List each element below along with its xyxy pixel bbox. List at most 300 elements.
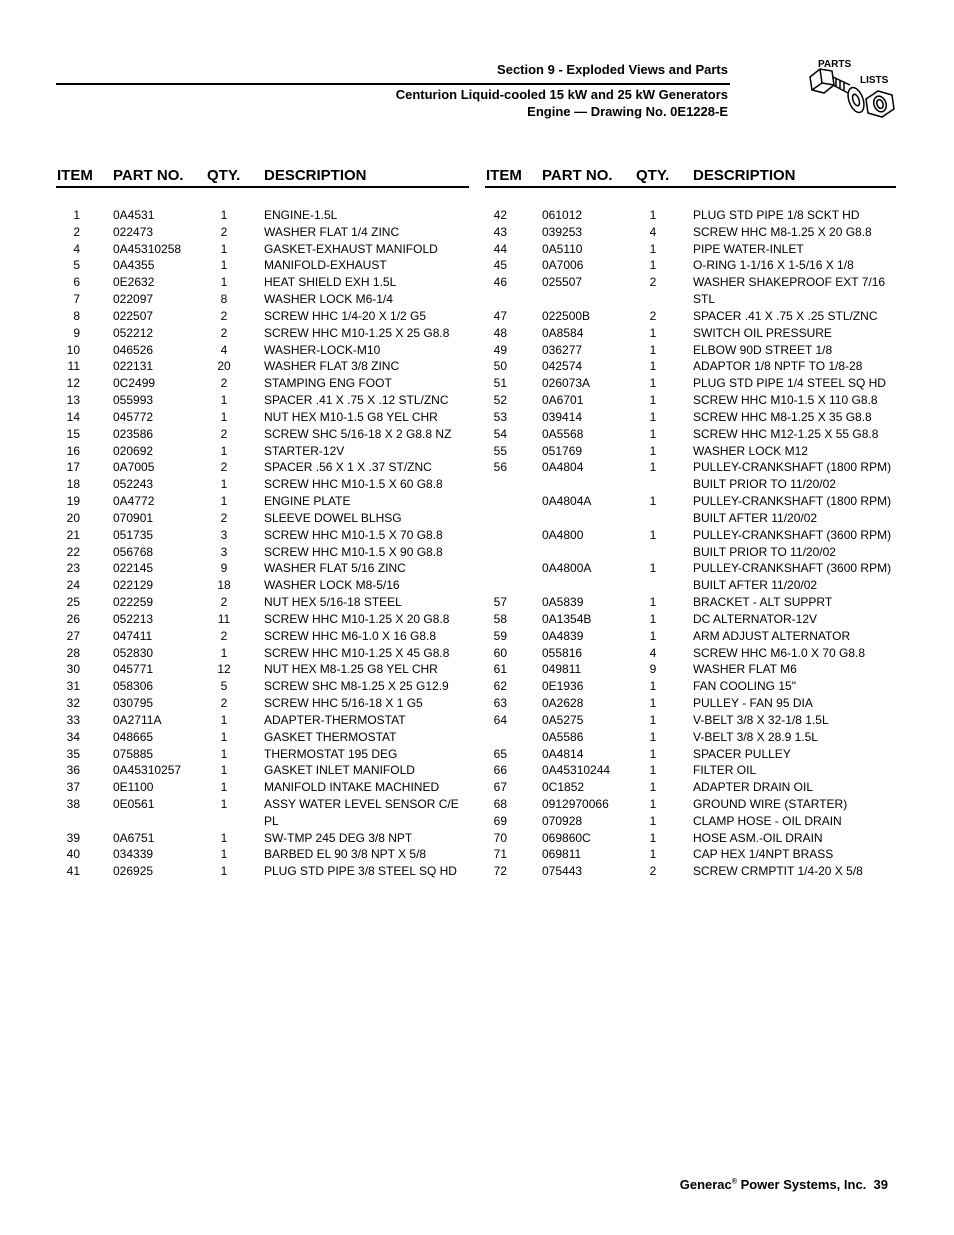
table-row	[56, 863, 469, 880]
quantity: 1	[220, 780, 228, 795]
item-number: 48	[493, 325, 507, 340]
quantity: 1	[649, 342, 657, 357]
description: GASKET INLET MANIFOLD	[264, 763, 415, 778]
quantity: 1	[649, 712, 657, 727]
part-number: 070928	[542, 813, 583, 828]
quantity: 1	[649, 443, 657, 458]
item-number: 35	[66, 746, 80, 761]
quantity: 1	[220, 847, 228, 862]
table-row	[485, 241, 896, 258]
part-number: 0A5568	[542, 426, 584, 441]
quantity: 9	[649, 662, 657, 677]
table-row	[485, 342, 896, 359]
item-number: 31	[66, 679, 80, 694]
part-number: 052212	[113, 325, 154, 340]
quantity: 1	[220, 477, 228, 492]
item-number: 14	[66, 409, 80, 424]
quantity: 2	[220, 595, 228, 610]
quantity: 1	[649, 359, 657, 374]
part-number: 0A4772	[113, 494, 155, 509]
description: GASKET-EXHAUST MANIFOLD	[264, 241, 438, 256]
drawing-title: Engine — Drawing No. 0E1228-E	[527, 104, 728, 119]
description: SCREW HHC M10-1.25 X 25 G8.8	[264, 325, 450, 340]
column-header-item: ITEM	[57, 167, 93, 184]
table-row	[485, 308, 896, 325]
item-number: 47	[493, 308, 507, 323]
part-number: 061012	[542, 208, 583, 222]
quantity: 2	[649, 308, 657, 323]
description: V-BELT 3/8 X 28.9 1.5L	[693, 729, 818, 744]
table-row	[485, 762, 896, 779]
description: WASHER LOCK M6-1/4	[264, 292, 393, 307]
description: STAMPING ENG FOOT	[264, 376, 392, 391]
table-row	[56, 241, 469, 258]
logo-text-parts: PARTS	[818, 59, 852, 70]
table-row	[485, 527, 896, 544]
description: PULLEY-CRANKSHAFT (1800 RPM)	[693, 460, 892, 475]
item-number: 18	[66, 477, 80, 492]
quantity: 1	[649, 527, 657, 542]
description: THERMOSTAT 195 DEG	[264, 746, 398, 761]
quantity: 1	[220, 645, 228, 660]
description: SPACER .56 X 1 X .37 ST/ZNC	[264, 460, 432, 475]
table-row	[56, 628, 469, 645]
quantity: 1	[649, 763, 657, 778]
table-row	[485, 830, 896, 847]
part-number: 0A7006	[542, 258, 584, 273]
description: BUILT AFTER 11/20/02	[693, 578, 818, 593]
description: SCREW HHC M10-1.5 X 110 G8.8	[693, 393, 878, 408]
table-row	[485, 426, 896, 443]
description: HOSE ASM.-OIL DRAIN	[693, 830, 823, 845]
item-number: 39	[66, 830, 80, 845]
table-row	[56, 594, 469, 611]
page-footer	[680, 1177, 888, 1192]
description: V-BELT 3/8 X 32-1/8 1.5L	[693, 712, 829, 727]
description: FAN COOLING 15"	[693, 679, 796, 694]
item-number: 46	[493, 275, 507, 290]
description: ADAPTER DRAIN OIL	[693, 780, 814, 795]
part-number: 0A45310244	[542, 763, 611, 778]
item-number: 63	[493, 696, 507, 711]
part-number: 052213	[113, 611, 154, 626]
part-number: 0A4800A	[542, 561, 592, 576]
part-number: 0C1852	[542, 780, 585, 795]
description: SCREW HHC M10-1.5 X 90 G8.8	[264, 544, 443, 559]
item-number: 23	[66, 561, 80, 576]
quantity: 5	[220, 679, 228, 694]
table-row	[485, 746, 896, 763]
table-row	[485, 577, 896, 594]
table-row	[485, 510, 896, 527]
table-row	[56, 661, 469, 678]
part-number: 051769	[542, 443, 583, 458]
description: MANIFOLD-EXHAUST	[264, 258, 387, 273]
quantity: 1	[220, 864, 228, 879]
part-number: 0A4355	[113, 258, 155, 273]
part-number: 0A6751	[113, 830, 155, 845]
quantity: 1	[220, 409, 228, 424]
parts-table-right	[485, 166, 896, 880]
description: ELBOW 90D STREET 1/8	[693, 342, 833, 357]
part-number: 048665	[113, 729, 154, 744]
table-row	[485, 560, 896, 577]
table-row	[56, 544, 469, 561]
description: PL	[264, 813, 279, 828]
table-row	[56, 729, 469, 746]
item-number: 8	[73, 308, 80, 323]
column-header-qty: QTY.	[207, 167, 241, 184]
document-title: Centurion Liquid-cooled 15 kW and 25 kW Generators	[395, 87, 728, 102]
table-body	[56, 207, 469, 880]
item-number: 53	[493, 409, 507, 424]
description: PLUG STD PIPE 3/8 STEEL SQ HD	[264, 864, 457, 879]
column-header-part-no: PART NO.	[542, 167, 613, 184]
description: SCREW CRMPTIT 1/4-20 X 5/8	[693, 864, 863, 879]
column-header-part-no: PART NO.	[113, 167, 184, 184]
part-number: 0E2632	[113, 275, 155, 290]
quantity: 1	[649, 595, 657, 610]
table-body	[485, 207, 896, 880]
part-number: 0A4531	[113, 208, 155, 222]
part-number: 0A4804	[542, 460, 584, 475]
description: CAP HEX 1/4NPT BRASS	[693, 847, 834, 862]
part-number: 026073A	[542, 376, 591, 391]
item-number: 2	[73, 224, 80, 239]
table-row	[485, 661, 896, 678]
quantity: 1	[220, 443, 228, 458]
description: WASHER FLAT 5/16 ZINC	[264, 561, 406, 576]
quantity: 11	[217, 611, 231, 626]
item-number: 67	[493, 780, 507, 795]
description: BARBED EL 90 3/8 NPT X 5/8	[264, 847, 427, 862]
part-number: 045772	[113, 409, 154, 424]
item-number: 4	[73, 241, 80, 256]
part-number: 039253	[542, 224, 583, 239]
quantity: 4	[649, 645, 657, 660]
table-row	[56, 527, 469, 544]
description: ARM ADJUST ALTERNATOR	[693, 628, 851, 643]
quantity: 1	[649, 847, 657, 862]
part-number: 0A7005	[113, 460, 155, 475]
table-row	[56, 459, 469, 476]
table-row	[56, 291, 469, 308]
description: SCREW HHC M6-1.0 X 16 G8.8	[264, 628, 437, 643]
item-number: 61	[493, 662, 507, 677]
table-row	[485, 645, 896, 662]
description: ENGINE PLATE	[264, 494, 351, 509]
table-row	[56, 645, 469, 662]
quantity: 2	[649, 864, 657, 879]
item-number: 65	[493, 746, 507, 761]
part-number: 022500B	[542, 308, 591, 323]
part-number: 0A45310258	[113, 241, 182, 256]
table-row	[56, 560, 469, 577]
registered-mark: ®	[731, 1178, 737, 1186]
part-number: 075885	[113, 746, 154, 761]
description: WASHER FLAT 3/8 ZINC	[264, 359, 400, 374]
logo-text-lists: LISTS	[860, 75, 889, 86]
table-row	[56, 695, 469, 712]
table-row	[485, 796, 896, 813]
table-row	[56, 830, 469, 847]
quantity: 1	[649, 258, 657, 273]
table-row	[56, 375, 469, 392]
table-row	[56, 392, 469, 409]
section-heading: Section 9 - Exploded Views and Parts	[497, 62, 728, 77]
part-number: 0A2628	[542, 696, 584, 711]
item-number: 72	[493, 864, 507, 879]
item-number: 59	[493, 628, 507, 643]
part-number: 0E0561	[113, 796, 155, 811]
table-row	[485, 729, 896, 746]
table-row	[56, 712, 469, 729]
description: SCREW HHC M12-1.25 X 55 G8.8	[693, 426, 879, 441]
description: STL	[693, 292, 716, 307]
item-number: 25	[66, 595, 80, 610]
footer-company-rest: Power Systems, Inc.	[736, 1177, 867, 1192]
quantity: 1	[649, 460, 657, 475]
item-number: 33	[66, 712, 80, 727]
quantity: 2	[220, 628, 228, 643]
table-row	[56, 274, 469, 291]
quantity: 1	[649, 830, 657, 845]
quantity: 1	[220, 796, 228, 811]
item-number: 1	[73, 208, 80, 222]
part-number: 0A8584	[542, 325, 584, 340]
part-number: 026925	[113, 864, 154, 879]
quantity: 9	[220, 561, 228, 576]
table-row	[485, 678, 896, 695]
description: WASHER LOCK M8-5/16	[264, 578, 400, 593]
item-number: 17	[66, 460, 80, 475]
table-row	[485, 207, 896, 224]
part-number: 052243	[113, 477, 154, 492]
description: WASHER FLAT M6	[693, 662, 797, 677]
part-number: 046526	[113, 342, 154, 357]
description: BUILT AFTER 11/20/02	[693, 510, 818, 525]
description: PULLEY-CRANKSHAFT (1800 RPM)	[693, 494, 892, 509]
table-row	[485, 274, 896, 291]
description: PULLEY - FAN 95 DIA	[693, 696, 813, 711]
quantity: 2	[220, 376, 228, 391]
table-row	[485, 257, 896, 274]
quantity: 2	[220, 426, 228, 441]
item-number: 16	[66, 443, 80, 458]
item-number: 13	[66, 393, 80, 408]
item-number: 9	[73, 325, 80, 340]
part-number: 022131	[113, 359, 154, 374]
quantity: 1	[649, 426, 657, 441]
description: NUT HEX M10-1.5 G8 YEL CHR	[264, 409, 438, 424]
item-number: 24	[66, 578, 80, 593]
part-number: 070901	[113, 510, 154, 525]
item-number: 40	[66, 847, 80, 862]
item-number: 15	[66, 426, 80, 441]
part-number: 022129	[113, 578, 154, 593]
quantity: 8	[220, 292, 228, 307]
quantity: 1	[220, 494, 228, 509]
quantity: 1	[649, 494, 657, 509]
table-row	[56, 443, 469, 460]
part-number: 0C2499	[113, 376, 156, 391]
quantity: 1	[220, 275, 228, 290]
item-number: 49	[493, 342, 507, 357]
table-row	[485, 813, 896, 830]
item-number: 62	[493, 679, 507, 694]
quantity: 1	[649, 409, 657, 424]
quantity: 4	[649, 224, 657, 239]
quantity: 1	[649, 813, 657, 828]
description: PULLEY-CRANKSHAFT (3600 RPM)	[693, 527, 892, 542]
table-header	[56, 166, 469, 188]
column-header-item: ITEM	[486, 167, 522, 184]
quantity: 1	[649, 679, 657, 694]
part-number: 056768	[113, 544, 154, 559]
item-number: 5	[73, 258, 80, 273]
part-number: 0A45310257	[113, 763, 182, 778]
quantity: 3	[220, 544, 228, 559]
part-number: 0912970066	[542, 796, 609, 811]
item-number: 36	[66, 763, 80, 778]
description: SCREW SHC 5/16-18 X 2 G8.8 NZ	[264, 426, 452, 441]
item-number: 66	[493, 763, 507, 778]
bolt-nut-washer-icon	[800, 55, 900, 135]
description: SCREW HHC M10-1.25 X 20 G8.8	[264, 611, 450, 626]
part-number: 0A4839	[542, 628, 584, 643]
column-header-description: DESCRIPTION	[693, 167, 796, 184]
description: NUT HEX 5/16-18 STEEL	[264, 595, 402, 610]
part-number: 0A6701	[542, 393, 584, 408]
item-number: 20	[66, 510, 80, 525]
item-number: 45	[493, 258, 507, 273]
quantity: 1	[649, 241, 657, 256]
part-number: 055993	[113, 393, 154, 408]
quantity: 18	[217, 578, 231, 593]
description: SWITCH OIL PRESSURE	[693, 325, 832, 340]
description: PULLEY-CRANKSHAFT (3600 RPM)	[693, 561, 892, 576]
item-number: 42	[493, 208, 507, 222]
item-number: 41	[66, 864, 80, 879]
item-number: 55	[493, 443, 507, 458]
item-number: 28	[66, 645, 80, 660]
part-number: 039414	[542, 409, 583, 424]
item-number: 60	[493, 645, 507, 660]
description: CLAMP HOSE - OIL DRAIN	[693, 813, 842, 828]
column-header-description: DESCRIPTION	[264, 167, 367, 184]
item-number: 22	[66, 544, 80, 559]
item-number: 37	[66, 780, 80, 795]
item-number: 54	[493, 426, 507, 441]
footer-company: Generac	[679, 1177, 732, 1192]
part-number: 042574	[542, 359, 583, 374]
quantity: 1	[649, 796, 657, 811]
part-number: 075443	[542, 864, 583, 879]
table-row	[485, 695, 896, 712]
part-number: 0E1100	[113, 780, 154, 795]
table-row	[485, 712, 896, 729]
table-row	[485, 628, 896, 645]
table-row	[56, 846, 469, 863]
part-number: 0A5110	[542, 241, 583, 256]
column-header-qty: QTY.	[636, 167, 670, 184]
description: O-RING 1-1/16 X 1-5/16 X 1/8	[693, 258, 854, 273]
description: GROUND WIRE (STARTER)	[693, 796, 848, 811]
item-number: 69	[493, 813, 507, 828]
item-number: 7	[73, 292, 80, 307]
description: SCREW SHC M8-1.25 X 25 G12.9	[264, 679, 449, 694]
quantity: 1	[220, 729, 228, 744]
quantity: 1	[649, 376, 657, 391]
quantity: 1	[649, 208, 657, 222]
part-number: 022097	[113, 292, 154, 307]
description: STARTER-12V	[264, 443, 345, 458]
part-number: 045771	[113, 662, 154, 677]
quantity: 4	[220, 342, 228, 357]
table-row	[485, 493, 896, 510]
description: ASSY WATER LEVEL SENSOR C/E	[264, 796, 459, 811]
description: SCREW HHC M8-1.25 X 35 G8.8	[693, 409, 872, 424]
quantity: 3	[220, 527, 228, 542]
description: BRACKET - ALT SUPPRT	[693, 595, 833, 610]
table-row	[485, 594, 896, 611]
description: BUILT PRIOR TO 11/20/02	[693, 544, 836, 559]
table-row	[56, 476, 469, 493]
table-row	[485, 392, 896, 409]
part-number: 0A4814	[542, 746, 584, 761]
quantity: 1	[220, 241, 228, 256]
quantity: 2	[649, 275, 657, 290]
part-number: 049811	[542, 662, 582, 677]
table-row	[485, 325, 896, 342]
part-number: 051735	[113, 527, 154, 542]
quantity: 1	[649, 393, 657, 408]
quantity: 1	[649, 780, 657, 795]
part-number: 020692	[113, 443, 154, 458]
table-row	[485, 544, 896, 561]
description: ADAPTER-THERMOSTAT	[264, 712, 406, 727]
description: GASKET THERMOSTAT	[264, 729, 397, 744]
description: WASHER FLAT 1/4 ZINC	[264, 224, 400, 239]
part-number: 055816	[542, 645, 583, 660]
part-number: 0A5839	[542, 595, 584, 610]
part-number: 0A4800	[542, 527, 584, 542]
item-number: 6	[73, 275, 80, 290]
description: BUILT PRIOR TO 11/20/02	[693, 477, 836, 492]
table-row	[56, 611, 469, 628]
parts-table-left	[56, 166, 469, 880]
table-row	[56, 813, 469, 830]
item-number: 68	[493, 796, 507, 811]
item-number: 38	[66, 796, 80, 811]
description: NUT HEX M8-1.25 G8 YEL CHR	[264, 662, 438, 677]
description: SPACER .41 X .75 X .25 STL/ZNC	[693, 308, 878, 323]
part-number: 022145	[113, 561, 154, 576]
table-row	[485, 409, 896, 426]
item-number: 64	[493, 712, 507, 727]
table-row	[56, 224, 469, 241]
description: SPACER PULLEY	[693, 746, 791, 761]
quantity: 1	[649, 729, 657, 744]
table-row	[56, 325, 469, 342]
quantity: 1	[220, 763, 228, 778]
description: WASHER-LOCK-M10	[264, 342, 381, 357]
description: WASHER SHAKEPROOF EXT 7/16	[693, 275, 886, 290]
quantity: 1	[649, 611, 657, 626]
quantity: 2	[220, 325, 228, 340]
description: PLUG STD PIPE 1/8 SCKT HD	[693, 208, 860, 222]
item-number: 57	[493, 595, 507, 610]
